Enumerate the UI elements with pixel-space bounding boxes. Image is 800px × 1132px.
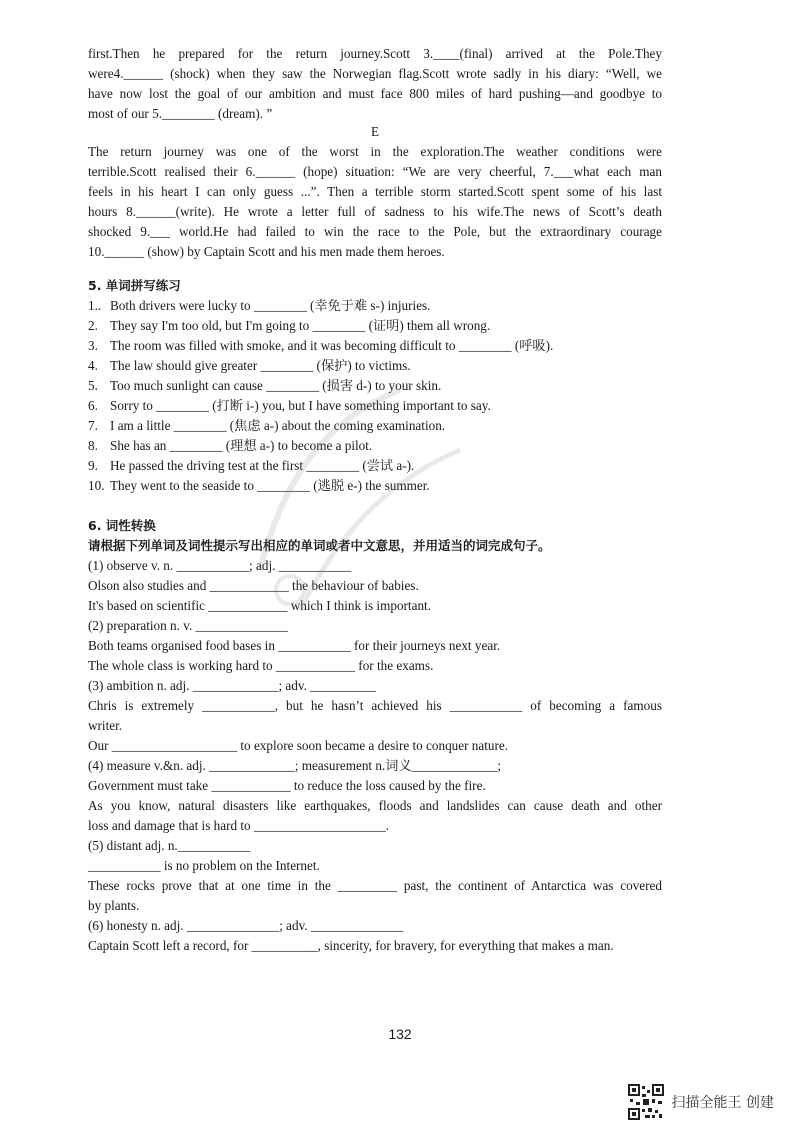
exercise-line: (6) honesty n. adj. ______________; adv. ______________ (88, 918, 404, 933)
item-number: 10. (88, 478, 105, 493)
item-number: 6. (88, 398, 98, 413)
item-text: The room was filled with smoke, and it was becoming difficult to ________ (呼吸). (110, 338, 554, 353)
section-6-instruction: 请根据下列单词及词性提示写出相应的单词或者中文意思，并用适当的词完成句子。 (88, 538, 551, 553)
item-text: She has an ________ (理想 a-) to become a pilot. (110, 438, 373, 453)
section-d-paragraph (88, 44, 662, 124)
exercise-line: (3) ambition n. adj. _____________; adv. __________ (88, 678, 377, 693)
exercise-line: These rocks prove that at one time in the _________ past, the continent of Antarctica was covered (88, 878, 662, 893)
exercise-line: It's based on scientific ____________ which I think is important. (88, 598, 432, 613)
exercise-line: ___________ is no problem on the Internet. (88, 858, 320, 873)
exercise-line: loss and damage that is hard to ____________________. (88, 818, 390, 833)
item-number: 7. (88, 418, 98, 433)
paragraph-line: have now lost the goal of our ambition and must face 800 miles of hard pushing—and goodbye to (88, 86, 662, 101)
section-e-heading: E (370, 124, 380, 139)
exercise-line: (2) preparation n. v. ______________ (88, 618, 288, 633)
exercise-line: Our ___________________ to explore soon became a desire to conquer nature. (88, 738, 509, 753)
item-text: He passed the driving test at the first ________ (尝试 a-). (110, 458, 415, 473)
exercise-item (88, 296, 662, 316)
exercise-line: (5) distant adj. n.___________ (88, 838, 251, 853)
section-5-title: 5. 单词拼写练习 (88, 278, 181, 293)
item-number: 8. (88, 438, 98, 453)
exercise-line: writer. (88, 718, 123, 733)
item-text: The law should give greater ________ (保护) to victims. (110, 358, 411, 373)
paragraph-line: feels in his heart I can only guess ...”. Then a terrible storm started.Scott spent some of his last (88, 184, 662, 199)
paragraph-line: first.Then he prepared for the return journey.Scott 3.____(final) arrived at the Pole.They (88, 46, 662, 61)
item-text: They went to the seaside to ________ (逃脱 e-) the summer. (110, 478, 430, 493)
item-number: 5. (88, 378, 98, 393)
exercise-line: Government must take ____________ to reduce the loss caused by the fire. (88, 778, 486, 793)
item-text: They say I'm too old, but I'm going to ________ (证明) them all wrong. (110, 318, 491, 333)
exercise-line: As you know, natural disasters like earthquakes, floods and landslides can cause death and other (88, 798, 662, 813)
item-number: 3. (88, 338, 98, 353)
exercise-line: Both teams organised food bases in ___________ for their journeys next year. (88, 638, 501, 653)
paragraph-line: The return journey was one of the worst in the exploration.The weather conditions were (88, 144, 662, 159)
item-number: 2. (88, 318, 98, 333)
item-number: 9. (88, 458, 98, 473)
paragraph-line: 10.______ (show) by Captain Scott and his men made them heroes. (88, 244, 445, 259)
exercise-line: Captain Scott left a record, for __________, sincerity, for bravery, for everything that makes a man. (88, 938, 614, 953)
paragraph-line: shocked 9.___ world.He had failed to win the race to the Pole, but the extraordinary courage (88, 224, 662, 239)
item-text: I am a little ________ (焦虑 a-) about the coming examination. (110, 418, 446, 433)
item-text: Sorry to ________ (打断 i-) you, but I have something important to say. (110, 398, 491, 413)
exercise-line: by plants. (88, 898, 140, 913)
exercise-line: (4) measure v.&n. adj. _____________; measurement n.词义_____________; (88, 758, 502, 773)
item-text: Both drivers were lucky to ________ (幸免于难 s-) injuries. (110, 298, 431, 313)
paragraph-line: hours 8.______(write). He wrote a letter full of sadness to his wife.The news of Scott’s death (88, 204, 662, 219)
item-text: Too much sunlight can cause ________ (损害 d-) to your skin. (110, 378, 442, 393)
paragraph-line: were4.______ (shock) when they saw the Norwegian flag.Scott wrote sadly in his diary: “Well, we (88, 66, 662, 81)
page-number: 132 (388, 1026, 412, 1042)
exercise-line: Chris is extremely ___________, but he hasn’t achieved his ___________ of becoming a famous (88, 698, 662, 713)
watermark-logo-icon (200, 330, 520, 660)
exercise-line: (1) observe v. n. ___________; adj. ___________ (88, 558, 352, 573)
exercise-line: Olson also studies and ____________ the behaviour of babies. (88, 578, 419, 593)
item-number: 4. (88, 358, 98, 373)
qr-code-icon (628, 1084, 664, 1120)
item-number: 1.. (88, 298, 102, 313)
exercise-line: The whole class is working hard to ____________ for the exams. (88, 658, 434, 673)
paragraph-line: most of our 5.________ (dream). ” (88, 106, 273, 121)
scanner-footer (628, 1084, 774, 1120)
paragraph-line: terrible.Scott realised their 6.______ (hope) situation: “We are very cheerful, 7.___what each man (88, 164, 662, 179)
section-6-title: 6. 词性转换 (88, 518, 156, 533)
scanner-credit-text: 扫描全能王 创建 (671, 1095, 774, 1111)
section-e (88, 122, 662, 262)
